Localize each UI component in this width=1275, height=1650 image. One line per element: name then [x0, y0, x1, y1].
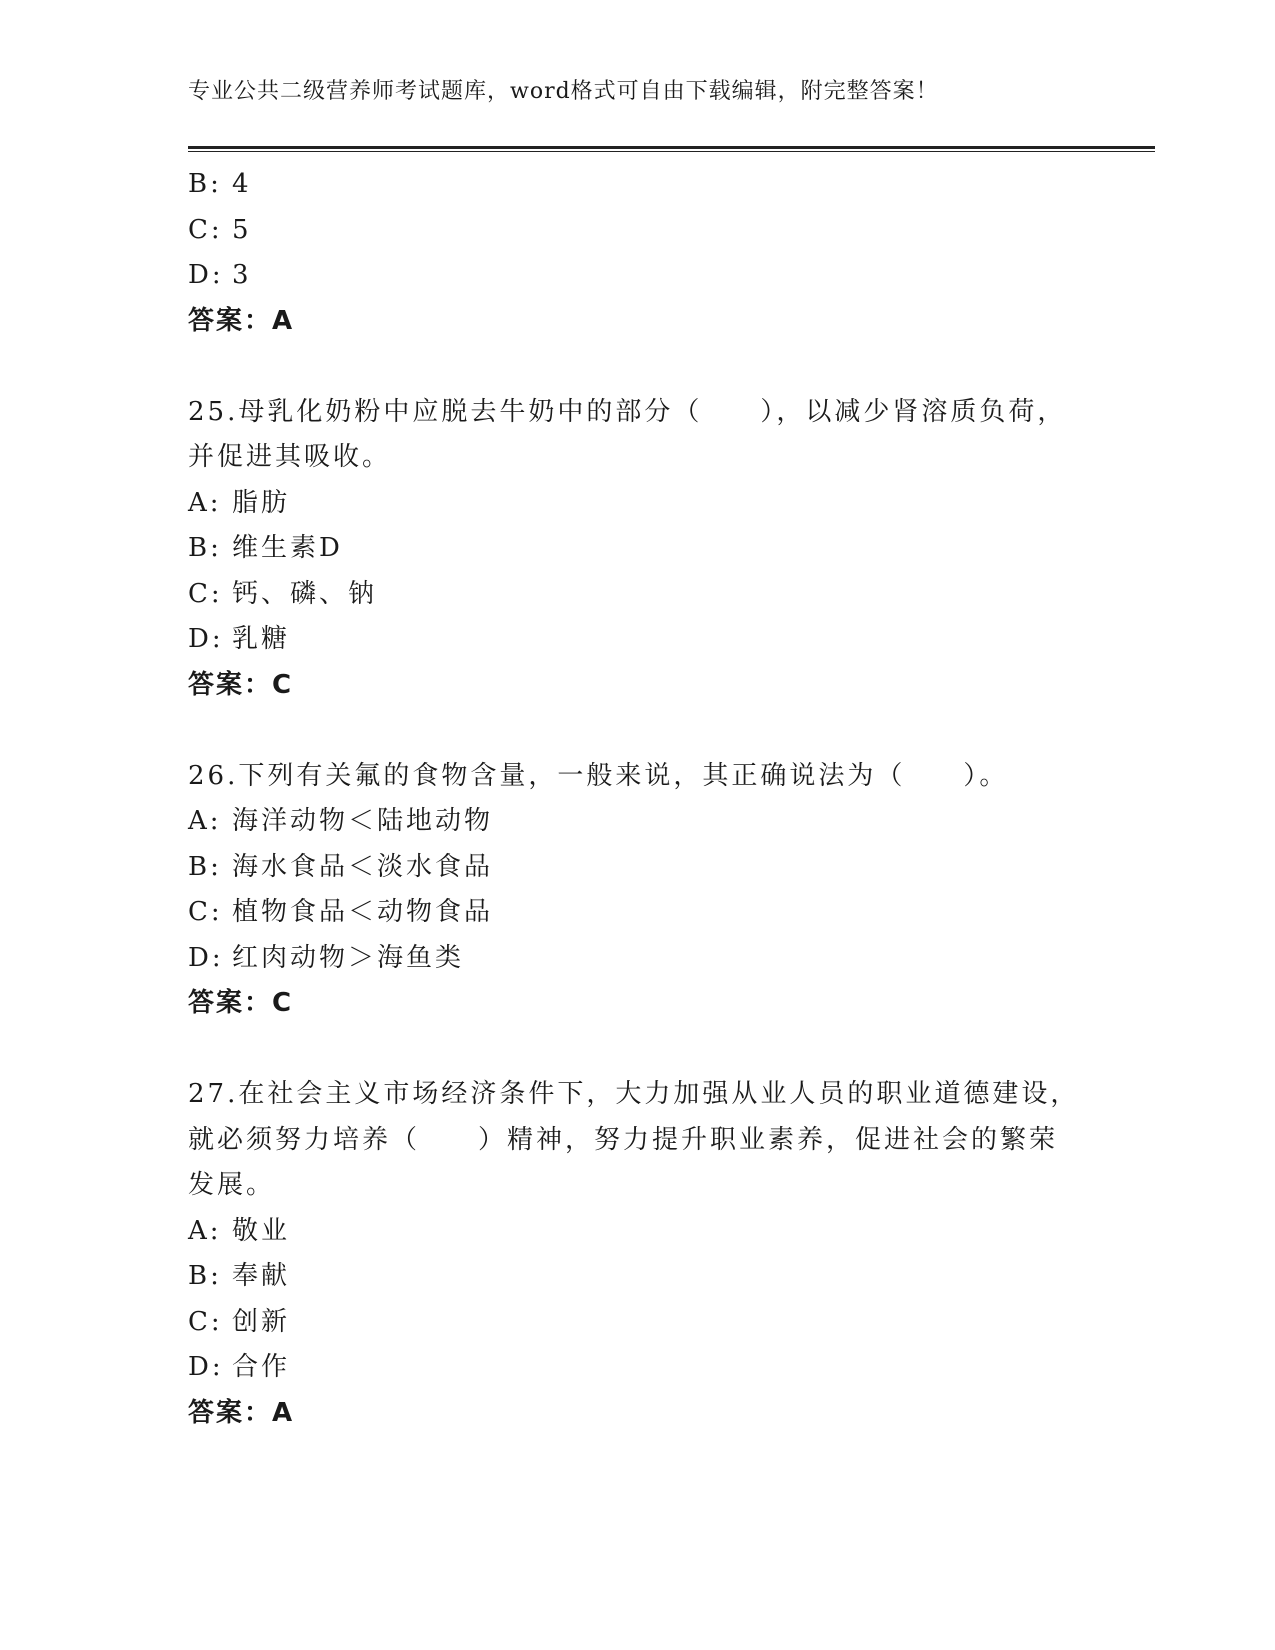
option-label: D:: [188, 1352, 224, 1382]
question-block: [188, 390, 1088, 709]
option-text: 钙、磷、钠: [232, 578, 378, 609]
option-row: [188, 1300, 1088, 1346]
option-text: 敬业: [232, 1215, 291, 1246]
option-text: 维生素D: [232, 533, 343, 563]
answer-line: 答案：A: [188, 305, 295, 336]
option-text: 合作: [232, 1352, 291, 1382]
option-text: 奉献: [232, 1261, 291, 1291]
option-label: C:: [188, 578, 223, 609]
option-row: [188, 845, 1088, 891]
answer-line: 答案：A: [188, 1397, 295, 1428]
option-label: D:: [188, 260, 224, 290]
option-label: B:: [188, 533, 222, 563]
option-text: 红肉动物＞海鱼类: [232, 942, 465, 973]
option-text: 海洋动物＜陆地动物: [232, 806, 494, 836]
option-row: [188, 1209, 1088, 1255]
option-label: B:: [188, 851, 222, 882]
option-text: 3: [232, 260, 252, 290]
answer-line: 答案：C: [188, 669, 294, 700]
header-rule-thick: [188, 146, 1155, 149]
option-row: [188, 162, 1088, 208]
option-text: 海水食品＜淡水食品: [232, 851, 494, 882]
option-label: A:: [188, 806, 222, 836]
option-text: 乳糖: [232, 624, 291, 654]
option-text: 4: [232, 169, 252, 199]
option-label: D:: [188, 942, 224, 973]
option-row: [188, 1345, 1088, 1391]
option-text: 5: [232, 214, 252, 245]
option-label: C:: [188, 1306, 223, 1337]
question-stem: 26.下列有关氟的食物含量，一般来说，其正确说法为（ ）。: [188, 760, 1009, 791]
question-stem: 并促进其吸收。: [188, 442, 392, 472]
option-row: [188, 936, 1088, 982]
option-label: B:: [188, 1261, 222, 1291]
option-row: [188, 526, 1088, 572]
option-row: [188, 208, 1088, 254]
answer-line: 答案：C: [188, 988, 294, 1018]
option-row: [188, 799, 1088, 845]
option-label: C:: [188, 897, 223, 927]
page-header: 专业公共二级营养师考试题库，word格式可自由下载编辑，附完整答案！: [188, 79, 939, 104]
question-block: [188, 1072, 1088, 1436]
option-label: A:: [188, 487, 222, 518]
question-stem: 发展。: [188, 1170, 276, 1200]
option-row: [188, 1254, 1088, 1300]
option-row: [188, 572, 1088, 618]
option-label: C:: [188, 214, 223, 245]
option-row: [188, 253, 1088, 299]
option-label: A:: [188, 1215, 222, 1246]
option-text: 植物食品＜动物食品: [232, 897, 494, 927]
question-content: [188, 162, 1088, 1436]
option-row: [188, 890, 1088, 936]
option-text: 创新: [232, 1306, 291, 1337]
question-stem: 25.母乳化奶粉中应脱去牛奶中的部分（ ），以减少肾溶质负荷，: [188, 396, 1067, 427]
option-label: B:: [188, 169, 222, 199]
question-stem: 就必须努力培养（ ）精神，努力提升职业素养，促进社会的繁荣: [188, 1124, 1059, 1155]
option-row: [188, 481, 1088, 527]
header-rule-thin: [188, 151, 1155, 152]
question-stem: 27.在社会主义市场经济条件下，大力加强从业人员的职业道德建设，: [188, 1079, 1080, 1109]
option-text: 脂肪: [232, 487, 291, 518]
option-row: [188, 617, 1088, 663]
option-label: D:: [188, 624, 224, 654]
question-block: [188, 754, 1088, 1027]
